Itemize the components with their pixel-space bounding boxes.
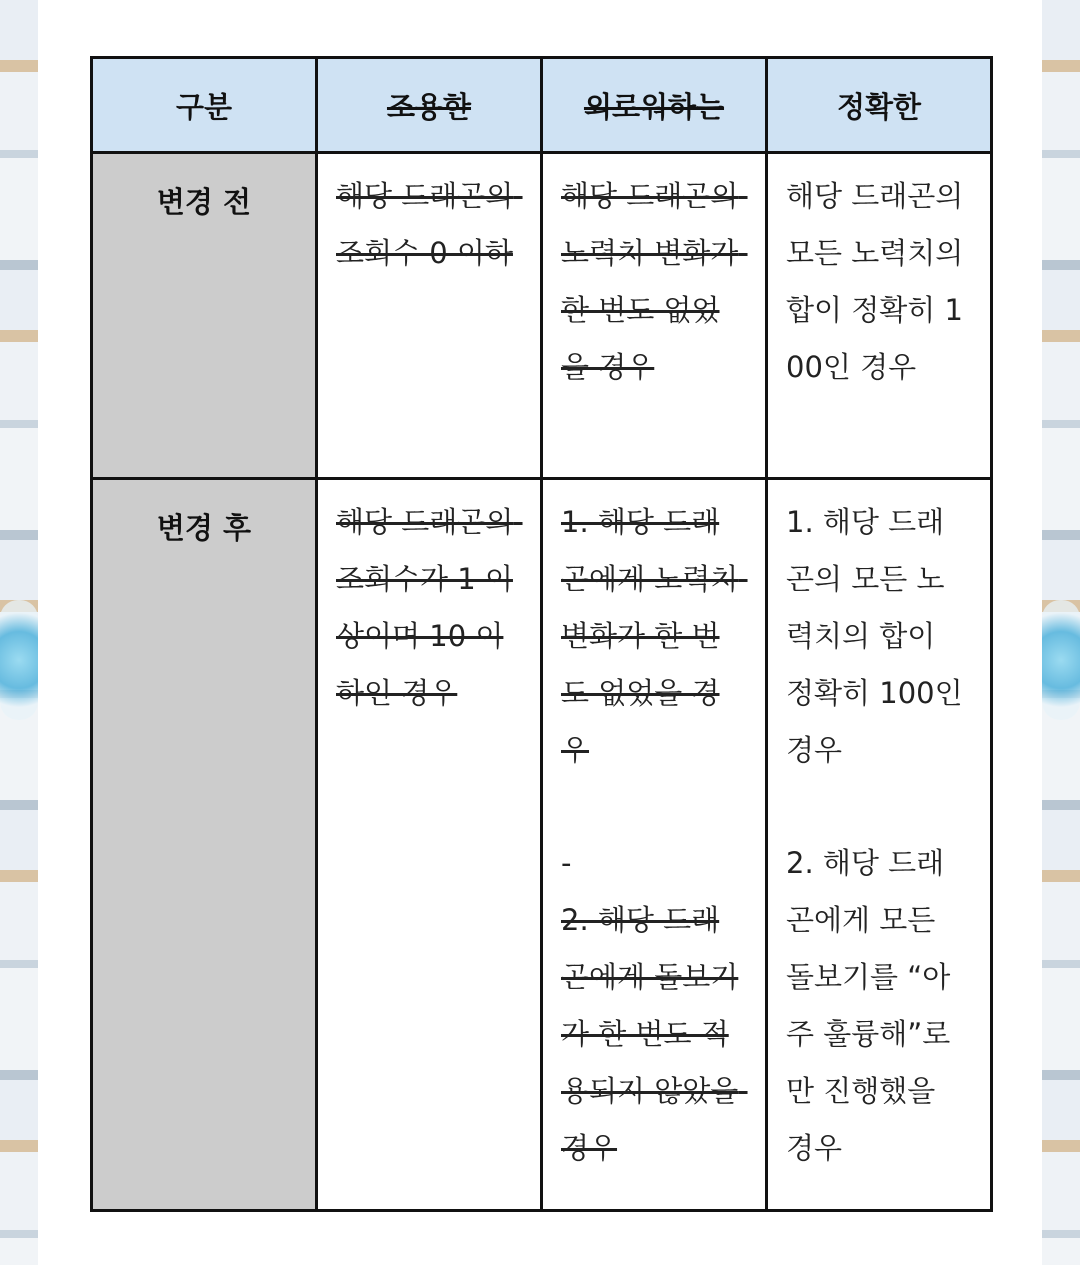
- header-lonely: 외로워하는: [542, 58, 767, 153]
- cell-lonely-after: [542, 479, 767, 1211]
- cell-text-1: 1. 해당 드래곤의 모든 노력치의 합이 정확히 100인 경우: [786, 505, 972, 767]
- row-label: 변경 전: [156, 185, 252, 219]
- cell-text: 해당 드래곤의 모든 노력치의 합이 정확히 100인 경우: [786, 179, 973, 384]
- header-accurate: 정확한: [767, 58, 992, 153]
- row-label-cell: [92, 153, 317, 479]
- header-quiet: 조용한: [317, 58, 542, 153]
- change-comparison-table: [90, 56, 993, 1212]
- cell-text: 해당 드래곤의 노력치 변화가 한 번도 없었을 경우: [561, 179, 748, 384]
- background-art-right: [1042, 0, 1080, 1265]
- header-category: 구분: [92, 58, 317, 153]
- row-label-cell: [92, 479, 317, 1211]
- cell-text-2: 2. 해당 드래곤에게 돌보기가 한 번도 적용되지 않았을 경우: [561, 903, 748, 1165]
- table-header-row: [92, 58, 992, 153]
- cell-text: 해당 드래곤의 조회수가 1 이상이며 10 이하인 경우: [336, 505, 523, 710]
- cell-quiet-after: [317, 479, 542, 1211]
- cell-text-2: 2. 해당 드래곤에게 모든 돌보기를 “아주 훌륭해”로만 진행했을 경우: [786, 846, 951, 1165]
- cell-quiet-before: [317, 153, 542, 479]
- row-label: 변경 후: [156, 511, 252, 545]
- cell-text: 해당 드래곤의 조회수 0 이하: [336, 179, 523, 270]
- cell-lonely-before: [542, 153, 767, 479]
- background-art-left: [0, 0, 38, 1265]
- crystal-decoration: [1042, 600, 1080, 720]
- cell-text-1: 1. 해당 드래곤에게 노력치 변화가 한 번도 없었을 경우: [561, 505, 748, 767]
- cell-accurate-before: [767, 153, 992, 479]
- table-row-before: [92, 153, 992, 479]
- cell-separator: -: [561, 846, 572, 880]
- crystal-decoration: [0, 600, 38, 720]
- cell-accurate-after: [767, 479, 992, 1211]
- table-row-after: [92, 479, 992, 1211]
